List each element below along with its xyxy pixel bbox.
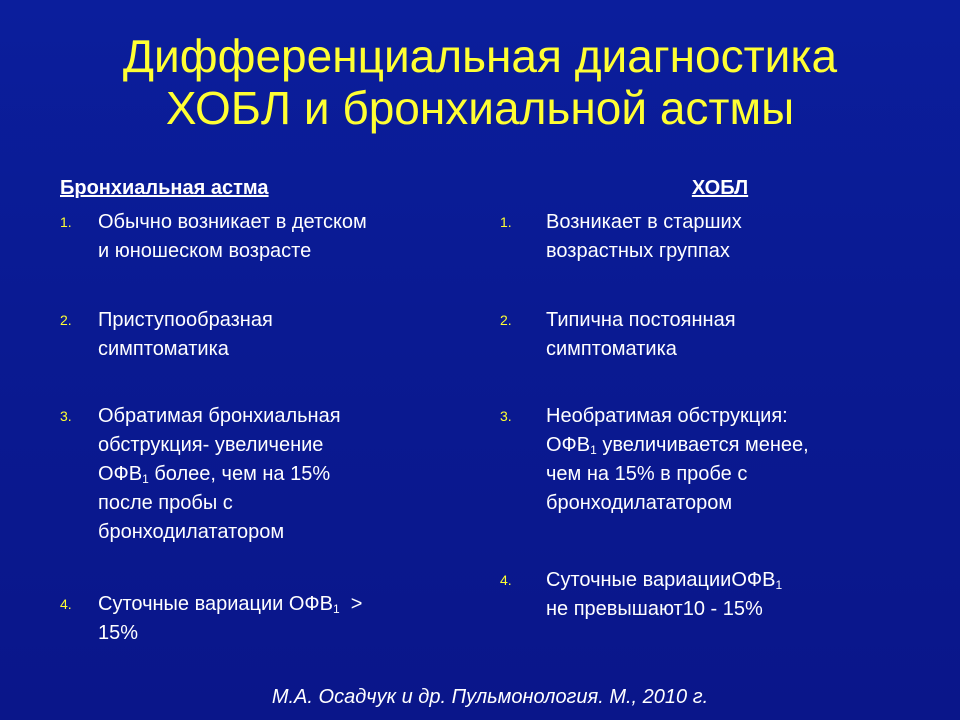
- fev-subscript: 1: [142, 472, 149, 486]
- item-text: [98, 306, 460, 364]
- item-text: [98, 402, 460, 547]
- item-text-line: возрастных группах: [546, 240, 730, 262]
- title-line-1: Дифференциальная диагностика: [122, 30, 838, 82]
- item-text-line: обструкция- увеличение: [98, 434, 324, 456]
- item-text: [546, 402, 920, 518]
- item-text-line: [546, 431, 920, 460]
- item-number: 1.: [500, 214, 512, 230]
- item-text: [98, 590, 460, 648]
- item-text-line: Обратимая бронхиальная: [98, 405, 341, 427]
- fev-label: ОФВ: [98, 463, 143, 485]
- item-text-line: Типична постоянная: [546, 309, 736, 331]
- item-number: 1.: [60, 214, 72, 230]
- item-number: 2.: [500, 312, 512, 328]
- item-text-line: после пробы с: [98, 492, 233, 514]
- asthma-column-heading: Бронхиальная астма: [60, 177, 269, 199]
- item-number: 3.: [500, 408, 512, 424]
- fev-subscript: 1: [590, 443, 597, 457]
- item-number: 4.: [500, 572, 512, 588]
- fev-subscript: 1: [775, 578, 783, 592]
- item-text-line: бронходилататором: [546, 492, 733, 514]
- item-text-line: не превышают10 - 15%: [546, 598, 763, 620]
- item-text: [546, 566, 920, 624]
- item-text-line: [98, 460, 460, 489]
- item-text-line: симптоматика: [98, 338, 229, 360]
- copd-column: [500, 176, 920, 620]
- citation: М.А. Осадчук и др. Пульмонология. М., 2010 г.: [271, 686, 709, 708]
- item-text-fragment: >: [339, 593, 363, 615]
- item-text-line: чем на 15% в пробе с: [546, 463, 748, 485]
- copd-column-heading: ХОБЛ: [691, 177, 749, 199]
- item-text-line: Необратимая обструкция:: [546, 405, 788, 427]
- item-number: 2.: [60, 312, 72, 328]
- item-text-line: и юношеском возрасте: [98, 240, 312, 262]
- item-text-line: 15%: [98, 622, 139, 644]
- item-text-fragment: более, чем на 15%: [148, 463, 331, 485]
- slide-title: [20, 30, 940, 134]
- item-text: [546, 208, 920, 266]
- item-text-line: [546, 566, 920, 595]
- item-text-fragment: Суточные вариации ОФВ: [98, 593, 333, 615]
- fev-subscript: 1: [332, 602, 340, 616]
- item-text-line: симптоматика: [546, 338, 677, 360]
- item-text-line: Обычно возникает в детском: [98, 211, 367, 233]
- item-text-fragment: Суточные вариацииОФВ: [546, 569, 776, 591]
- item-number: 3.: [60, 408, 72, 424]
- fev-label: ОФВ: [546, 434, 591, 456]
- title-line-2: ХОБЛ и бронхиальной астмы: [165, 82, 795, 134]
- item-text-line: бронходилататором: [98, 521, 285, 543]
- item-text-line: [98, 590, 460, 619]
- item-number: 4.: [60, 596, 72, 612]
- item-text: [546, 306, 920, 364]
- asthma-column: [60, 176, 460, 644]
- item-text-fragment: увеличивается менее,: [596, 434, 809, 456]
- item-text-line: Приступообразная: [98, 309, 273, 331]
- item-text: [98, 208, 460, 266]
- item-text-line: Возникает в старших: [546, 211, 742, 233]
